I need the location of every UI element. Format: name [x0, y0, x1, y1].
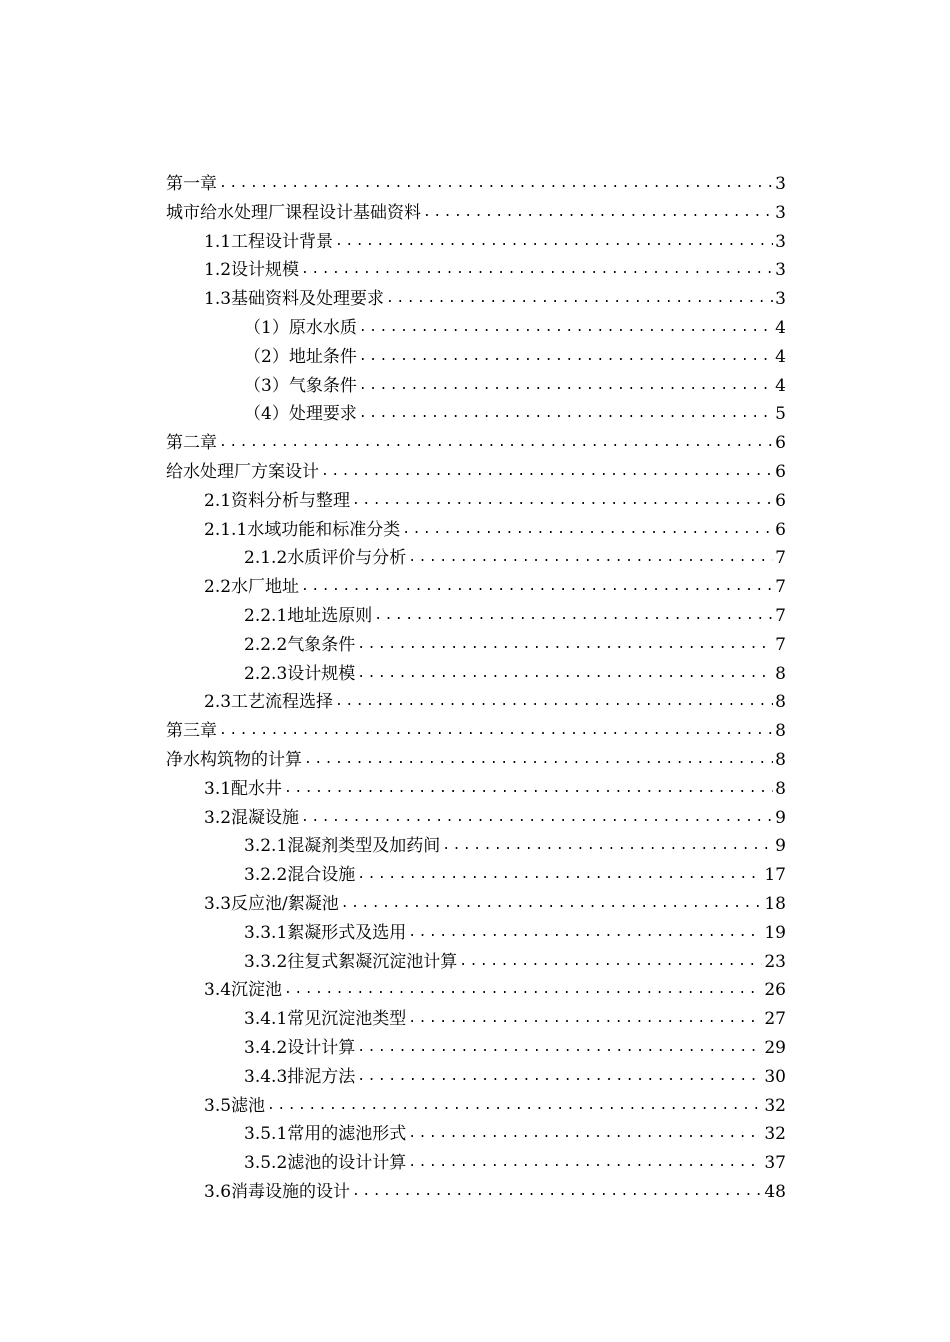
toc-entry-title: 3.4.1常见沉淀池类型 — [244, 1009, 407, 1030]
toc-entry-page-number: 3 — [775, 231, 786, 252]
toc-entry-page-number: 27 — [764, 1009, 786, 1030]
toc-entry-title: 3.4.2设计计算 — [244, 1037, 356, 1058]
toc-entry[interactable] — [166, 1092, 786, 1121]
toc-dot-leader — [219, 170, 773, 199]
toc-entry-page-number: 5 — [775, 404, 786, 425]
toc-entry-title: 净水构筑物的计算 — [166, 749, 302, 770]
toc-entry-page-number: 8 — [775, 692, 786, 713]
toc-entry-page-number: 4 — [775, 346, 786, 367]
toc-entry[interactable] — [166, 458, 786, 487]
toc-entry-page-number: 6 — [775, 519, 786, 540]
toc-entry-page-number: 30 — [764, 1066, 786, 1087]
toc-entry[interactable] — [166, 429, 786, 458]
toc-entry-page-number: 6 — [775, 490, 786, 511]
toc-entry[interactable] — [166, 775, 786, 804]
toc-entry-title: 3.6消毒设施的设计 — [204, 1181, 351, 1202]
toc-entry-title: 第一章 — [166, 174, 217, 194]
toc-entry-page-number: 8 — [775, 778, 786, 799]
toc-entry-page-number: 37 — [764, 1153, 786, 1174]
toc-entry-title: 3.2.1混凝剂类型及加药间 — [244, 836, 441, 857]
toc-dot-leader — [267, 1092, 762, 1121]
toc-entry-page-number: 3 — [775, 202, 786, 223]
toc-entry-page-number: 4 — [775, 375, 786, 396]
toc-dot-leader — [442, 832, 773, 861]
toc-entry-page-number: 29 — [764, 1037, 786, 1058]
toc-entry-title: 2.1.2水质评价与分析 — [244, 548, 407, 569]
toc-dot-leader — [304, 746, 773, 775]
toc-entry-title: 3.5.1常用的滤池形式 — [244, 1124, 407, 1145]
toc-dot-leader — [352, 1178, 762, 1207]
toc-entry-title: 第三章 — [166, 721, 217, 742]
toc-entry[interactable] — [166, 1178, 786, 1207]
toc-entry-title: 3.2.2混合设施 — [244, 865, 356, 886]
toc-entry-title: 1.3基础资料及处理要求 — [204, 289, 385, 310]
toc-entry-title: （3）气象条件 — [244, 375, 357, 396]
toc-entry[interactable] — [166, 1034, 786, 1063]
toc-entry-title: 3.4沉淀池 — [204, 980, 283, 1001]
toc-entry-page-number: 8 — [775, 749, 786, 770]
toc-entry-page-number: 32 — [764, 1095, 786, 1116]
toc-entry[interactable] — [166, 487, 786, 516]
toc-dot-leader — [359, 314, 773, 343]
toc-entry[interactable] — [166, 717, 786, 746]
toc-entry-page-number: 7 — [775, 634, 786, 655]
toc-dot-leader — [357, 631, 773, 660]
toc-entry-page-number: 3 — [775, 174, 786, 194]
toc-entry-title: 3.3反应池/絮凝池 — [204, 893, 339, 914]
toc-entry[interactable] — [166, 573, 786, 602]
toc-entry[interactable] — [166, 804, 786, 833]
toc-entry[interactable] — [166, 919, 786, 948]
toc-entry-title: 3.3.1絮凝形式及选用 — [244, 922, 407, 943]
toc-entry[interactable] — [166, 372, 786, 401]
toc-dot-leader — [219, 717, 773, 746]
toc-entry-title: 给水处理厂方案设计 — [166, 461, 319, 482]
toc-entry[interactable] — [166, 1005, 786, 1034]
table-of-contents — [166, 170, 786, 1207]
toc-dot-leader — [357, 861, 762, 890]
toc-dot-leader — [374, 602, 773, 631]
toc-entry[interactable] — [166, 660, 786, 689]
toc-entry-title: 2.2.1地址选原则 — [244, 605, 373, 626]
toc-dot-leader — [359, 400, 773, 429]
toc-entry[interactable] — [166, 516, 786, 545]
toc-entry[interactable] — [166, 948, 786, 977]
toc-dot-leader — [408, 544, 773, 573]
toc-dot-leader — [335, 228, 773, 257]
toc-dot-leader — [408, 1149, 762, 1178]
toc-dot-leader — [301, 256, 773, 285]
toc-dot-leader — [335, 688, 773, 717]
toc-entry-title: 3.2混凝设施 — [204, 807, 300, 828]
toc-entry-page-number: 23 — [764, 951, 786, 972]
toc-entry[interactable] — [166, 602, 786, 631]
toc-entry-page-number: 18 — [764, 893, 786, 914]
toc-dot-leader — [423, 199, 773, 228]
toc-entry-title: 3.3.2往复式絮凝沉淀池计算 — [244, 951, 458, 972]
toc-entry[interactable] — [166, 314, 786, 343]
toc-entry-title: 2.2水厂地址 — [204, 577, 300, 598]
toc-entry-title: 1.1工程设计背景 — [204, 231, 334, 252]
toc-entry-title: 1.2设计规模 — [204, 260, 300, 281]
toc-entry-page-number: 32 — [764, 1124, 786, 1145]
toc-entry-page-number: 17 — [764, 865, 786, 886]
toc-dot-leader — [284, 976, 762, 1005]
toc-entry-page-number: 48 — [764, 1181, 786, 1202]
toc-entry[interactable] — [166, 631, 786, 660]
toc-entry-title: 3.1配水井 — [204, 778, 283, 799]
toc-entry[interactable] — [166, 976, 786, 1005]
toc-entry-page-number: 6 — [775, 461, 786, 482]
toc-dot-leader — [352, 487, 773, 516]
toc-dot-leader — [357, 660, 773, 689]
toc-entry-title: 2.3工艺流程选择 — [204, 692, 334, 713]
toc-entry-page-number: 26 — [764, 980, 786, 1001]
toc-dot-leader — [341, 890, 763, 919]
toc-entry[interactable] — [166, 861, 786, 890]
toc-entry-page-number: 8 — [775, 721, 786, 742]
toc-dot-leader — [301, 573, 773, 602]
toc-entry[interactable] — [166, 688, 786, 717]
toc-entry[interactable] — [166, 400, 786, 429]
toc-entry-page-number: 9 — [775, 836, 786, 857]
toc-entry-page-number: 9 — [775, 807, 786, 828]
toc-entry[interactable] — [166, 746, 786, 775]
toc-dot-leader — [219, 429, 773, 458]
toc-entry-title: （4）处理要求 — [244, 404, 357, 425]
toc-entry-page-number: 3 — [775, 289, 786, 310]
toc-entry[interactable] — [166, 199, 786, 228]
toc-dot-leader — [284, 775, 773, 804]
toc-entry[interactable] — [166, 170, 786, 199]
toc-entry-page-number: 8 — [775, 663, 786, 684]
toc-entry-title: 2.1.1水域功能和标准分类 — [204, 519, 401, 540]
toc-entry-title: 城市给水处理厂课程设计基础资料 — [166, 202, 421, 223]
toc-dot-leader — [408, 919, 762, 948]
toc-entry-title: 2.2.2气象条件 — [244, 634, 356, 655]
toc-entry-title: （2）地址条件 — [244, 346, 357, 367]
toc-entry-title: 3.5滤池 — [204, 1095, 266, 1116]
toc-dot-leader — [408, 1005, 762, 1034]
toc-entry[interactable] — [166, 890, 786, 919]
toc-entry-title: 2.1资料分析与整理 — [204, 490, 351, 511]
toc-entry[interactable] — [166, 228, 786, 257]
toc-entry[interactable] — [166, 544, 786, 573]
toc-entry-page-number: 6 — [775, 433, 786, 454]
toc-dot-leader — [301, 804, 773, 833]
toc-entry-page-number: 7 — [775, 577, 786, 598]
toc-entry[interactable] — [166, 1149, 786, 1178]
toc-entry-page-number: 7 — [775, 605, 786, 626]
toc-dot-leader — [459, 948, 762, 977]
toc-entry[interactable] — [166, 285, 786, 314]
toc-dot-leader — [357, 1063, 762, 1092]
toc-entry-title: 2.2.3设计规模 — [244, 663, 356, 684]
toc-dot-leader — [321, 458, 773, 487]
toc-dot-leader — [357, 1034, 762, 1063]
toc-dot-leader — [359, 372, 773, 401]
toc-entry-title: 3.5.2滤池的设计计算 — [244, 1153, 407, 1174]
toc-entry-title: 第二章 — [166, 433, 217, 454]
toc-entry[interactable] — [166, 832, 786, 861]
toc-dot-leader — [402, 516, 773, 545]
toc-entry[interactable] — [166, 343, 786, 372]
toc-entry[interactable] — [166, 1120, 786, 1149]
toc-entry-page-number: 7 — [775, 548, 786, 569]
toc-entry-title: 3.4.3排泥方法 — [244, 1066, 356, 1087]
toc-entry[interactable] — [166, 256, 786, 285]
toc-entry-page-number: 4 — [775, 317, 786, 338]
toc-entry-page-number: 3 — [775, 260, 786, 281]
toc-dot-leader — [408, 1120, 762, 1149]
toc-entry-page-number: 19 — [764, 922, 786, 943]
toc-entry-title: （1）原水水质 — [244, 317, 357, 338]
toc-entry[interactable] — [166, 1063, 786, 1092]
toc-dot-leader — [359, 343, 773, 372]
toc-dot-leader — [386, 285, 773, 314]
